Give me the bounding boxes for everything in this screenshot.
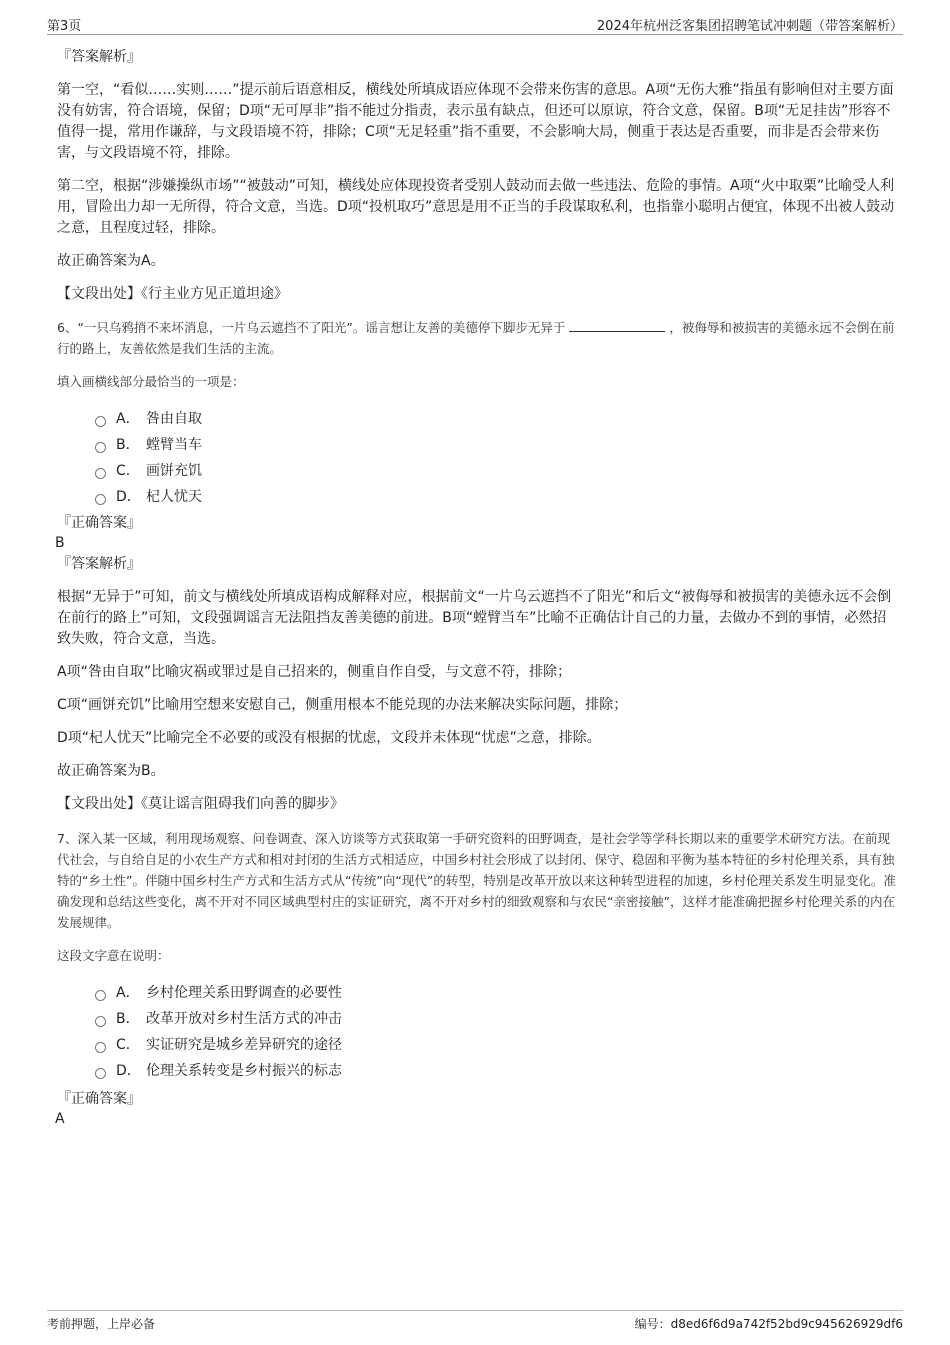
option-text: 改革开放对乡村生活方式的冲击 xyxy=(146,1011,342,1027)
option-text: 乡村伦理关系田野调查的必要性 xyxy=(146,985,342,1001)
option-text: 伦理关系转变是乡村振兴的标志 xyxy=(146,1063,342,1079)
analysis-label: 『答案解析』 xyxy=(57,49,141,65)
option-letter: B． xyxy=(116,1011,140,1027)
conclusion: 故正确答案为A。 xyxy=(57,253,165,269)
page-footer xyxy=(47,1310,903,1331)
option-c[interactable] xyxy=(95,1032,897,1058)
stem-part-b: ，被侮辱和被损害的美德永远不会倒在前行的路上，友善依然是我们生活的主流。 xyxy=(57,320,895,356)
correct-answer: A xyxy=(55,1111,65,1127)
option-text: 咎由自取 xyxy=(146,411,202,427)
option-d[interactable] xyxy=(95,1058,897,1084)
question-6-options xyxy=(57,406,897,510)
analysis-option-a: A项“咎由自取”比喻灾祸或罪过是自己招来的，侧重自作自受，与文意不符，排除； xyxy=(57,664,572,680)
question-7-prompt: 这段文字意在说明： xyxy=(57,948,170,963)
option-letter: A． xyxy=(116,985,140,1001)
option-text: 杞人忧天 xyxy=(146,489,202,505)
option-c[interactable] xyxy=(95,458,897,484)
analysis-paragraph-2: 第二空，根据“涉嫌操纵市场”“被鼓动”可知，横线处应体现投资者受别人鼓动而去做一些违法、危险的事情。A项“火中取栗”比喻受人利用，冒险出力却一无所得，符合文意，当选。D项“投机取巧”意思是用不正当的手段谋取私利，也指靠小聪明占便宜，体现不出被人鼓动之意，且程度过轻，排除。 xyxy=(57,178,895,236)
correct-answer-label: 『正确答案』 xyxy=(57,1091,141,1107)
analysis-label: 『答案解析』 xyxy=(57,556,141,572)
question-7-options xyxy=(57,980,897,1084)
radio-icon[interactable] xyxy=(95,1042,106,1053)
radio-icon[interactable] xyxy=(95,1068,106,1079)
option-letter: C． xyxy=(116,1037,140,1053)
radio-icon[interactable] xyxy=(95,494,106,505)
radio-icon[interactable] xyxy=(95,468,106,479)
analysis-option-c: C项“画饼充饥”比喻用空想来安慰自己，侧重用根本不能兑现的办法来解决实际问题，排除； xyxy=(57,697,628,713)
option-text: 实证研究是城乡差异研究的途径 xyxy=(146,1037,342,1053)
option-b[interactable] xyxy=(95,432,897,458)
option-letter: A． xyxy=(116,411,140,427)
radio-icon[interactable] xyxy=(95,990,106,1001)
correct-answer: B xyxy=(55,535,65,551)
option-d[interactable] xyxy=(95,484,897,510)
radio-icon[interactable] xyxy=(95,1016,106,1027)
analysis-paragraph-1: 根据“无异于”可知，前文与横线处所填成语构成解释对应，根据前文“一片乌云遮挡不了阳光”和后文“被侮辱和被损害的美德永远不会倒在前行的路上”可知，文段强调谣言无法阻挡友善美德的前进。B项“螳臂当车”比喻不正确估计自己的力量，去做办不到的事情，必然招致失败，符合文意，当选。 xyxy=(57,589,892,647)
analysis-option-d: D项“杞人忧天”比喻完全不必要的或没有根据的忧虑，文段并未体现“忧虑”之意，排除。 xyxy=(57,730,601,746)
option-letter: C． xyxy=(116,463,140,479)
option-letter: B． xyxy=(116,437,140,453)
stem-part-a: 6、“一只乌鸦捎不来坏消息，一片乌云遮挡不了阳光”。谣言想让友善的美德停下脚步无异于 xyxy=(57,320,566,335)
correct-answer-label: 『正确答案』 xyxy=(57,515,141,531)
source: 【文段出处】《莫让谣言阻碍我们向善的脚步》 xyxy=(57,796,344,812)
question-6-prompt: 填入画横线部分最恰当的一项是： xyxy=(57,374,245,389)
conclusion: 故正确答案为B。 xyxy=(57,763,165,779)
analysis-paragraph-1: 第一空，“看似……实则……”提示前后语意相反，横线处所填成语应体现不会带来伤害的意思。A项“无伤大雅”指虽有影响但对主要方面没有妨害，符合语境，保留；D项“无可厚非”指不能过分指责，表示虽有缺点，但还可以原谅，符合文意，保留。B项“无足挂齿”形容不值得一提，常用作谦辞，与文段语境不符，排除；C项“无足轻重”指不重要，不会影响大局，侧重于表达是否重要，而非是否会带来伤害，与文段语境不符，排除。 xyxy=(57,82,894,161)
footer-slogan: 考前押题，上岸必备 xyxy=(47,1317,156,1331)
option-a[interactable] xyxy=(95,980,897,1006)
question-7-stem: 7、深入某一区域，利用现场观察、问卷调查、深入访谈等方式获取第一手研究资料的田野调查，是社会学等学科长期以来的重要学术研究方法。在前现代社会，与自给自足的小农生产方式和相对封闭的生活方式相适应，中国乡村社会形成了以封闭、保守、稳固和平衡为基本特征的乡村伦理关系，具有独特的“乡土性”。伴随中国乡村生产方式和生活方式从“传统”向“现代”的转型，特别是改革开放以来这种转型进程的加速，乡村伦理关系发生明显变化。准确发现和总结这些变化，离不开对不同区域典型村庄的实证研究，离不开对乡村的细致观察和与农民“亲密接触”，这样才能准确把握乡村伦理关系的内在发展规律。 xyxy=(57,831,896,930)
page-number: 第3页 xyxy=(47,19,82,34)
option-text: 画饼充饥 xyxy=(146,463,202,479)
page-content xyxy=(57,44,897,1128)
option-letter: D． xyxy=(116,1063,141,1079)
option-a[interactable] xyxy=(95,406,897,432)
option-text: 螳臂当车 xyxy=(146,437,202,453)
radio-icon[interactable] xyxy=(95,442,106,453)
option-b[interactable] xyxy=(95,1006,897,1032)
question-6-stem xyxy=(57,317,897,359)
document-id: 编号：d8ed6f6d9a742f52bd9c945626929df6 xyxy=(634,1317,903,1331)
option-letter: D． xyxy=(116,489,141,505)
source: 【文段出处】《行主业方见正道坦途》 xyxy=(57,286,288,302)
page-header xyxy=(47,12,903,35)
blank-line xyxy=(569,317,665,332)
radio-icon[interactable] xyxy=(95,416,106,427)
document-title: 2024年杭州泛客集团招聘笔试冲刺题（带答案解析） xyxy=(596,19,903,34)
